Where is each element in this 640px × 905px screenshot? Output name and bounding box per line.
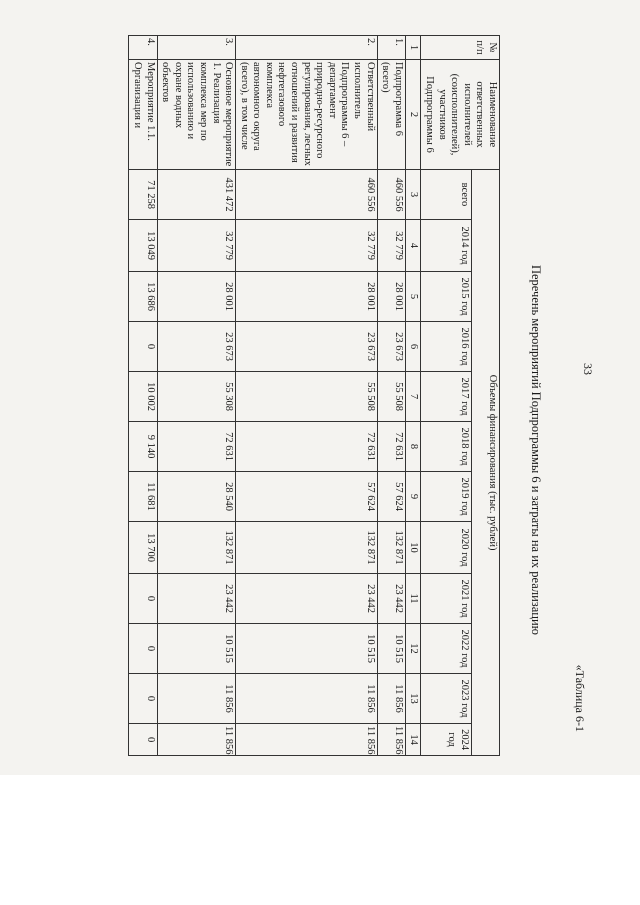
header-num: № п/п <box>421 36 500 60</box>
table-row <box>236 36 378 756</box>
value-cell: 23 673 <box>377 322 405 372</box>
rotated-page-content <box>5 10 625 760</box>
value-cell: 72 631 <box>377 422 405 472</box>
value-cell: 32 779 <box>377 220 405 272</box>
row-name: Подпрограмма 6 (всего) <box>377 60 405 170</box>
value-cell: 431 472 <box>157 170 236 220</box>
header-year: 2021 год <box>421 574 472 624</box>
index-cell: 14 <box>405 724 421 756</box>
index-cell: 12 <box>405 624 421 674</box>
value-cell: 11 856 <box>236 724 378 756</box>
value-cell: 28 001 <box>157 272 236 322</box>
row-name: Ответственный исполнитель Подпрограммы 6 – департамент природно-ресурсного регулирования, лесных отношений и развития нефтегазового комплекса автономного округа (всего), в том числе <box>236 60 378 170</box>
value-cell: 32 779 <box>157 220 236 272</box>
row-number: 4. <box>129 36 157 60</box>
value-cell: 10 002 <box>129 372 157 422</box>
row-name: Мероприятие 1.1. Организация и <box>129 60 157 170</box>
index-cell: 4 <box>405 220 421 272</box>
row-name: Основное мероприятие 1. Реализация комплекса мер по использованию и охране водных объектов <box>157 60 236 170</box>
value-cell: 11 681 <box>129 472 157 522</box>
header-year: 2024 год <box>421 724 472 756</box>
header-year: 2019 год <box>421 472 472 522</box>
value-cell: 23 442 <box>377 574 405 624</box>
index-cell: 2 <box>405 60 421 170</box>
header-year: 2018 год <box>421 422 472 472</box>
header-year: 2014 год <box>421 220 472 272</box>
value-cell: 0 <box>129 674 157 724</box>
value-cell: 9 140 <box>129 422 157 472</box>
value-cell: 10 515 <box>157 624 236 674</box>
value-cell: 0 <box>129 724 157 756</box>
value-cell: 72 631 <box>236 422 378 472</box>
header-year: 2022 год <box>421 624 472 674</box>
header-row-group <box>472 36 500 756</box>
value-cell: 460 556 <box>236 170 378 220</box>
value-cell: 11 856 <box>157 724 236 756</box>
header-year: 2015 год <box>421 272 472 322</box>
value-cell: 55 508 <box>236 372 378 422</box>
index-cell: 3 <box>405 170 421 220</box>
value-cell: 11 856 <box>377 674 405 724</box>
value-cell: 11 856 <box>157 674 236 724</box>
value-cell: 0 <box>129 322 157 372</box>
header-year: 2020 год <box>421 522 472 574</box>
index-cell: 6 <box>405 322 421 372</box>
header-funding-group: Объемы финансирования (тыс. рублей) <box>472 170 500 756</box>
value-cell: 23 673 <box>236 322 378 372</box>
index-cell: 10 <box>405 522 421 574</box>
index-cell: 7 <box>405 372 421 422</box>
value-cell: 13 686 <box>129 272 157 322</box>
value-cell: 57 624 <box>236 472 378 522</box>
value-cell: 72 631 <box>157 422 236 472</box>
value-cell: 55 308 <box>157 372 236 422</box>
value-cell: 71 258 <box>129 170 157 220</box>
value-cell: 28 001 <box>377 272 405 322</box>
value-cell: 132 871 <box>236 522 378 574</box>
index-cell: 13 <box>405 674 421 724</box>
header-year: 2016 год <box>421 322 472 372</box>
row-number: 2. <box>236 36 378 60</box>
index-cell: 1 <box>405 36 421 60</box>
value-cell: 23 442 <box>157 574 236 624</box>
funding-table <box>128 35 500 756</box>
value-cell: 13 700 <box>129 522 157 574</box>
value-cell: 23 673 <box>157 322 236 372</box>
page-number: 33 <box>581 363 595 375</box>
index-row <box>405 36 421 756</box>
table-label: «Таблица 6-1 <box>573 664 587 732</box>
value-cell: 0 <box>129 574 157 624</box>
value-cell: 55 508 <box>377 372 405 422</box>
header-name: Наименование ответственных исполнителей (соисполнителей), участников Подпрограммы 6 <box>421 60 500 170</box>
value-cell: 23 442 <box>236 574 378 624</box>
header-year: 2017 год <box>421 372 472 422</box>
index-cell: 11 <box>405 574 421 624</box>
value-cell: 57 624 <box>377 472 405 522</box>
table-row <box>129 36 157 756</box>
row-number: 1. <box>377 36 405 60</box>
table-title: Перечень мероприятий Подпрограммы 6 и затраты на их реализацию <box>529 264 543 636</box>
value-cell: 32 779 <box>236 220 378 272</box>
header-total: всего <box>421 170 472 220</box>
value-cell: 132 871 <box>377 522 405 574</box>
value-cell: 10 515 <box>377 624 405 674</box>
index-cell: 5 <box>405 272 421 322</box>
table-row <box>157 36 236 756</box>
table-row <box>377 36 405 756</box>
value-cell: 11 856 <box>377 724 405 756</box>
value-cell: 10 515 <box>236 624 378 674</box>
value-cell: 460 556 <box>377 170 405 220</box>
value-cell: 28 540 <box>157 472 236 522</box>
header-year: 2023 год <box>421 674 472 724</box>
value-cell: 13 049 <box>129 220 157 272</box>
value-cell: 11 856 <box>236 674 378 724</box>
index-cell: 8 <box>405 422 421 472</box>
value-cell: 0 <box>129 624 157 674</box>
value-cell: 28 001 <box>236 272 378 322</box>
index-cell: 9 <box>405 472 421 522</box>
value-cell: 132 871 <box>157 522 236 574</box>
row-number: 3. <box>157 36 236 60</box>
